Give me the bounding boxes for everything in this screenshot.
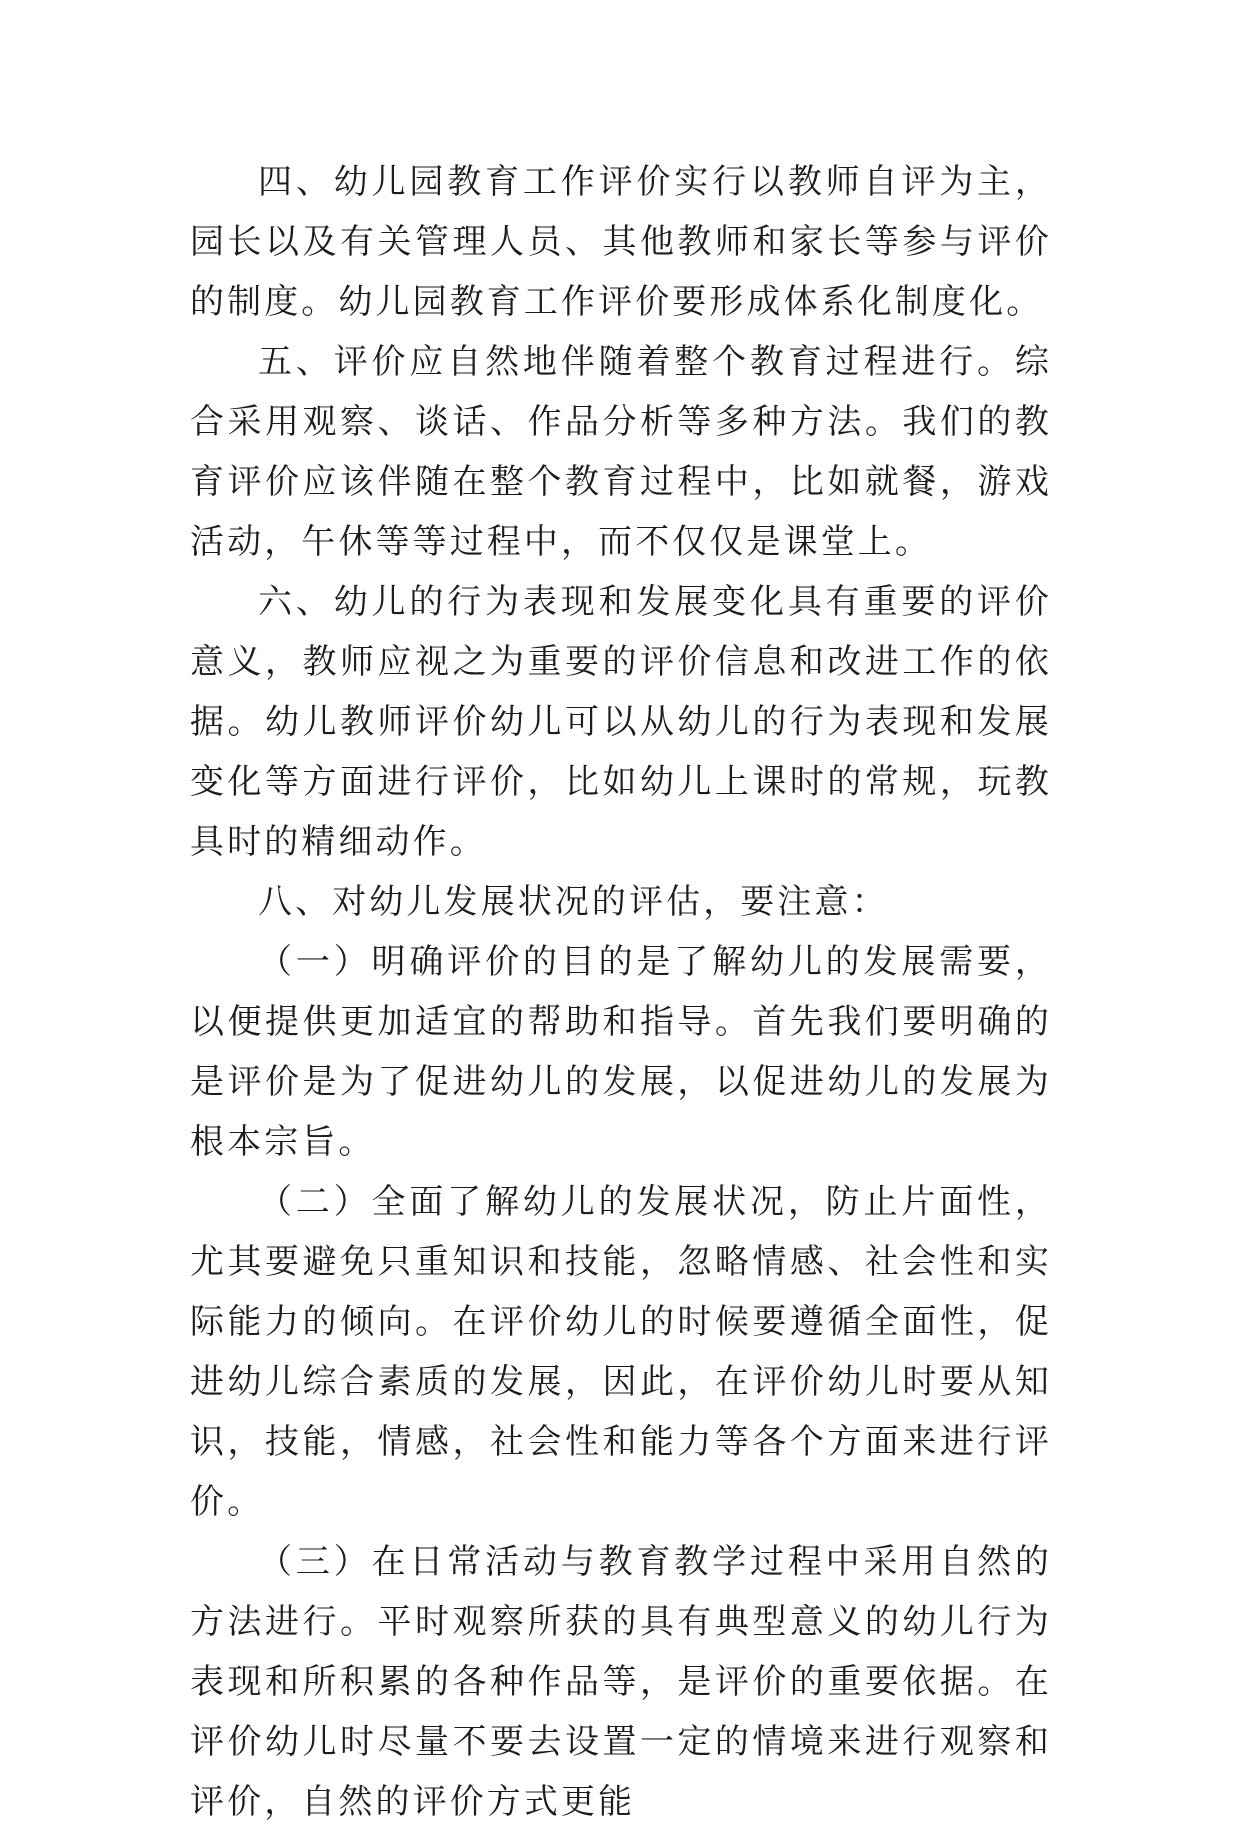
- paragraph-8-3-daily-activities: （三）在日常活动与教育教学过程中采用自然的方法进行。平时观察所获的具有典型意义的幼儿行为表现和所积累的各种作品等，是评价的重要依据。在评价幼儿时尽量不要去设置一定的情境来进行观察和评价，自然的评价方式更能: [190, 1542, 1052, 1822]
- paragraph-8-2-comprehensive: （二）全面了解幼儿的发展状况，防止片面性，尤其要避免只重知识和技能，忽略情感、社会性和实际能力的倾向。在评价幼儿的时候要遵循全面性，促进幼儿综合素质的发展，因此，在评价幼儿时要从知识，技能，情感，社会性和能力等各个方面来进行评价。: [190, 1182, 1052, 1522]
- paragraph-6-behavior-development: 六、幼儿的行为表现和发展变化具有重要的评价意义，教师应视之为重要的评价信息和改进工作的依据。幼儿教师评价幼儿可以从幼儿的行为表现和发展变化等方面进行评价，比如幼儿上课时的常规，玩教具时的精细动作。: [190, 582, 1052, 862]
- paragraph-8-assessment-heading: 八、对幼儿发展状况的评估，要注意：: [258, 882, 889, 922]
- paragraph-8-1-purpose: （一）明确评价的目的是了解幼儿的发展需要，以便提供更加适宜的帮助和指导。首先我们要明确的是评价是为了促进幼儿的发展，以促进幼儿的发展为根本宗旨。: [190, 942, 1052, 1162]
- document-body: [190, 152, 1052, 1832]
- paragraph-5-natural-evaluation: 五、评价应自然地伴随着整个教育过程进行。综合采用观察、谈话、作品分析等多种方法。我们的教育评价应该伴随在整个教育过程中，比如就餐，游戏活动，午休等等过程中，而不仅仅是课堂上。: [190, 342, 1052, 562]
- paragraph-4-teacher-self-evaluation: 四、幼儿园教育工作评价实行以教师自评为主，园长以及有关管理人员、其他教师和家长等参与评价的制度。幼儿园教育工作评价要形成体系化制度化。: [190, 162, 1052, 322]
